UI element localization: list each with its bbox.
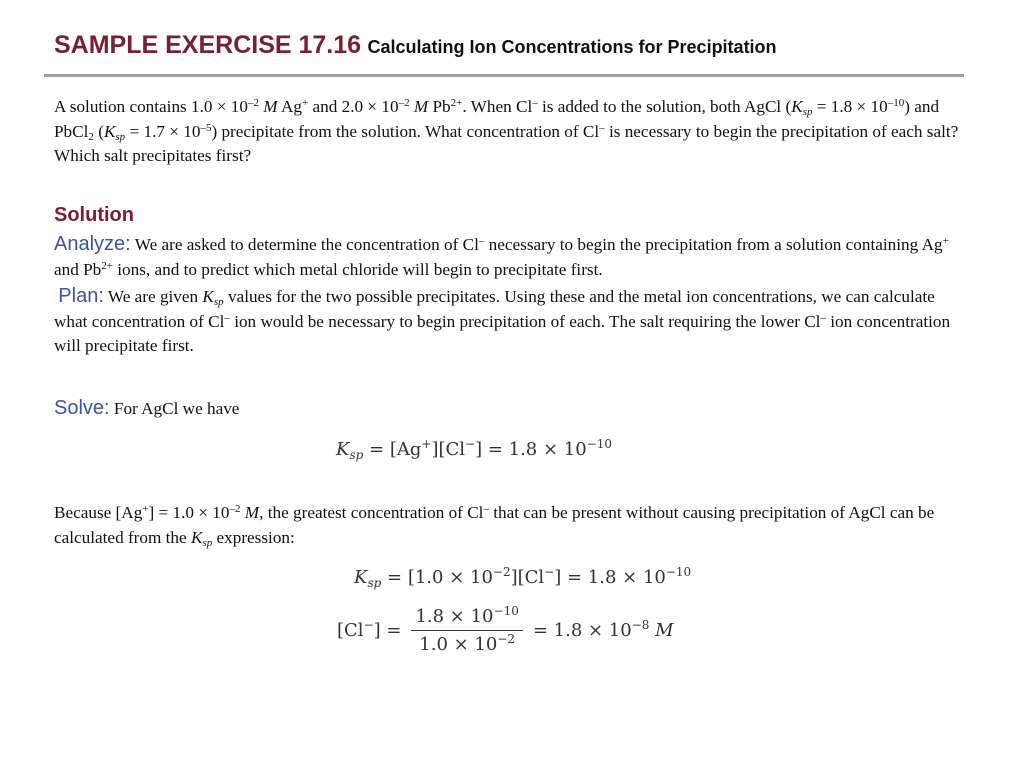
problem-statement: A solution contains $1.0 \times 10^{-2}$ M Ag+ and $2.0 \times 10^{-2}$ M $Pb^{2+}$. When Cl– is added to the solution, both AgCl $(K_{sp} = 1.8 \times 10^{-10})$ and PbCl$_2$ $(K_{sp} = 1.7 \times 10^{-5})$ precipitate from the solution. What concentration of Cl– is necessary to begin the precipitation of each salt? Which salt precipitates first? (54, 97, 959, 165)
analyze-paragraph: Analyze: We are asked to determine the concentration of Cl– necessary to begin the precipitation from a solution containing Ag+ and $Pb^{2+}$ ions, and to predict which metal chloride will begin to precipitate first. (54, 233, 949, 279)
slide-title (54, 31, 777, 60)
ksp-substituted-equation: $K_{sp} = [1.0 \times 10^{-2}][Cl^-] = 1.8 \times 10^{-10}$ (354, 565, 692, 590)
fraction (411, 606, 522, 655)
fraction-denominator: $1.0 \times 10^{-2}$ (419, 632, 516, 655)
plan-label: Plan: (58, 285, 104, 307)
title-divider (44, 74, 964, 77)
equation-rhs: = $1.8 \times 10^{-8}$ M (532, 618, 674, 641)
fraction-numerator: $1.8 \times 10^{-10}$ (411, 606, 522, 631)
analyze-label: Analyze: (54, 233, 131, 255)
solution-heading: Solution (54, 204, 134, 226)
chloride-concentration-equation (337, 606, 674, 655)
ksp-equation-agcl: $K_{sp} = [Ag^+][Cl^-] = 1.8 \times 10^{-10}$ (336, 437, 613, 462)
equation-lhs: [Cl−] = (337, 618, 402, 641)
solve-label: Solve: (54, 397, 110, 419)
exercise-number: SAMPLE EXERCISE 17.16 (54, 31, 362, 59)
exercise-subtitle: Calculating Ion Concentrations for Precipitation (367, 37, 777, 57)
solve-paragraph: Solve: For AgCl we have (54, 397, 240, 419)
plan-paragraph: Plan: We are given $K_{sp}$ values for the two possible precipitates. Using these and the metal ion concentrations, we can calculate what concentration of Cl– ion would be necessary to begin precipitation of each. The salt requiring the lower Cl– ion concentration will precipitate first. (54, 285, 951, 355)
because-paragraph: Because $[Ag^+] = 1.0 \times 10^{-2}$ M, the greatest concentration of Cl– that can be present without causing precipitation of AgCl can be calculated from the $K_{sp}$ expression: (54, 503, 935, 549)
